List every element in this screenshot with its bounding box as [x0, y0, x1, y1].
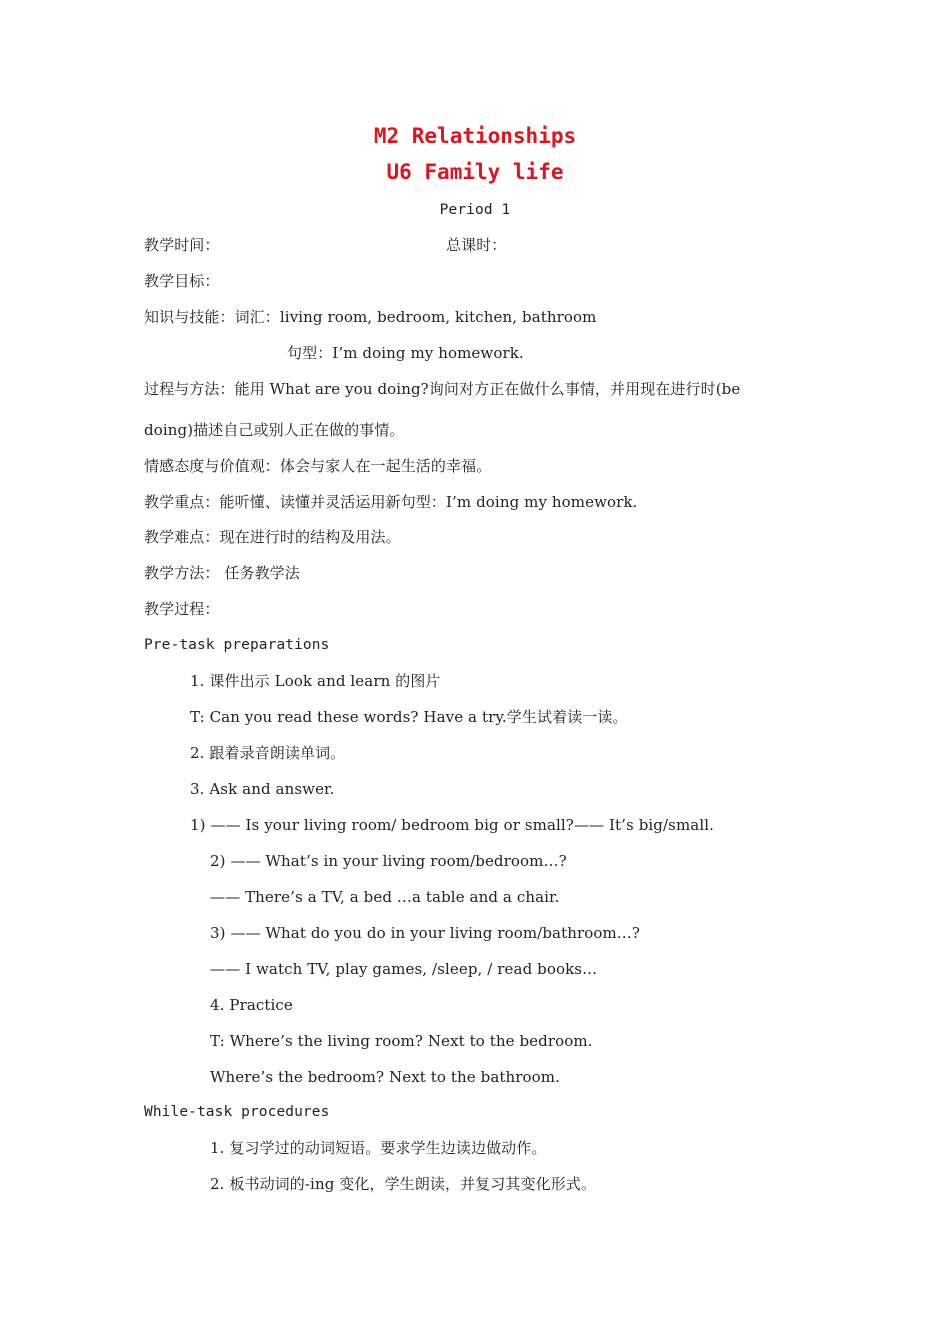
- list-item: 2. 板书动词的-ing 变化，学生朗读，并复习其变化形式。: [210, 1175, 596, 1193]
- process-method-line-1: 过程与方法：能用 What are you doing?询问对方正在做什么事情，并用现在进行时(be: [144, 380, 741, 398]
- emotion-attitude-line: 情感态度与价值观：体会与家人在一起生活的幸福。: [144, 457, 492, 475]
- list-item: 1) —— Is your living room/ bedroom big or small?—— It’s big/small.: [190, 816, 714, 834]
- list-item: Where’s the bedroom? Next to the bathroom.: [210, 1068, 560, 1086]
- teaching-procedure-label: 教学过程：: [144, 600, 220, 618]
- list-item: 1. 课件出示 Look and learn 的图片: [190, 672, 441, 690]
- module-title: M2 Relationships: [373, 124, 577, 148]
- list-item: 2) —— What’s in your living room/bedroom…?: [210, 852, 567, 870]
- total-hours-label: 总课时：: [446, 236, 507, 254]
- list-item: 3. Ask and answer.: [190, 780, 335, 798]
- list-item: —— There’s a TV, a bed …a table and a chair.: [210, 888, 560, 906]
- list-item: 2. 跟着录音朗读单词。: [190, 744, 346, 762]
- while-task-heading: While-task procedures: [144, 1104, 330, 1120]
- sentence-pattern-line: 句型：I’m doing my homework.: [287, 344, 524, 362]
- key-point-line: 教学重点：能听懂、读懂并灵活运用新句型：I’m doing my homework.: [144, 493, 638, 511]
- process-method-line-2: doing)描述自己或别人正在做的事情。: [144, 421, 405, 439]
- knowledge-skills-line: 知识与技能：词汇：living room, bedroom, kitchen, bathroom: [144, 308, 597, 326]
- pre-task-heading: Pre-task preparations: [144, 637, 330, 653]
- list-item: —— I watch TV, play games, /sleep, / read books…: [210, 960, 598, 978]
- unit-title: U6 Family life: [386, 160, 564, 184]
- teaching-goals-label: 教学目标：: [144, 272, 220, 290]
- list-item: 1. 复习学过的动词短语。要求学生边读边做动作。: [210, 1139, 547, 1157]
- teaching-method-line: 教学方法： 任务教学法: [144, 564, 300, 582]
- period-label: Period 1: [439, 202, 511, 218]
- list-item: 3) —— What do you do in your living room/bathroom…?: [210, 924, 641, 942]
- list-item: T: Where’s the living room? Next to the bedroom.: [210, 1032, 593, 1050]
- difficulty-line: 教学难点：现在进行时的结构及用法。: [144, 528, 401, 546]
- teaching-time-label: 教学时间：: [144, 236, 220, 254]
- list-item: T: Can you read these words? Have a try.学生试着读一读。: [190, 708, 628, 726]
- list-item: 4. Practice: [210, 996, 293, 1014]
